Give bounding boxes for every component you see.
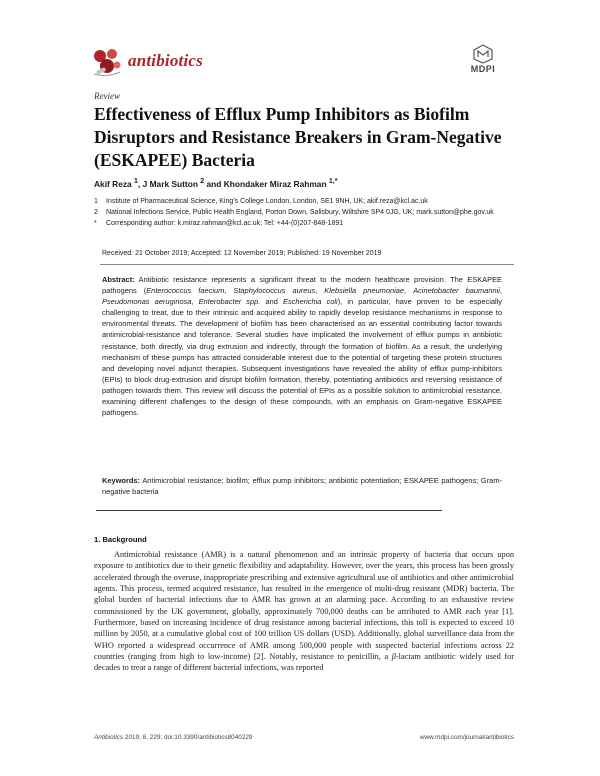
keywords-text: Antimicrobial resistance; biofilm; efflux pump inhibitors; antibiotic potentiation; ESKAPEE pathogens; Gram-negative bacteria	[102, 476, 502, 497]
mdpi-logo-icon	[472, 44, 494, 64]
page-footer	[94, 734, 514, 741]
affiliation-item	[94, 207, 514, 218]
antibiotics-logo-icon	[90, 44, 124, 78]
author-affiliation-mark: 1	[134, 178, 138, 185]
affiliation-item	[94, 218, 514, 229]
affiliation-text: Institute of Pharmaceutical Science, King’s College London, London, SE1 9NH, UK; akif.reza@kcl.ac.uk	[106, 198, 428, 205]
article-type: Review	[94, 91, 120, 101]
affiliation-text: National Infections Service, Public Health England, Porton Down, Salisbury, Wiltshire SP4 0JG, UK; mark.sutton@phe.gov.uk	[106, 209, 494, 216]
author-list: Akif Reza $^1$, J Mark Sutton $^2$ and Khondaker Miraz Rahman $^{1,*}$	[94, 178, 338, 189]
body-text: -lactam antibiotic widely used for decades to treat a range of different bacterial infections, was reported	[94, 652, 514, 673]
citation	[94, 734, 253, 741]
journal-url[interactable]: www.mdpi.com/journal/antibiotics	[419, 734, 514, 741]
species-name: Enterococcus faecium	[146, 286, 225, 296]
keywords	[102, 475, 502, 497]
publisher-logo[interactable]	[464, 44, 502, 74]
journal-name: antibiotics	[128, 51, 203, 70]
article-title: Effectiveness of Efflux Pump Inhibitors as Biofilm Disruptors and Resistance Breakers in Gram-Negative (ESKAPEE) Bacteria	[94, 104, 502, 170]
species-name: Pseudomonas aeruginosa	[102, 297, 192, 307]
affiliation-mark: 2	[94, 209, 98, 216]
abstract-text: Antibiotic resistance represents a significant threat to the modern healthcare provision. The ESKAPEE pathogens (	[102, 275, 502, 296]
journal-logo[interactable]	[90, 44, 203, 78]
abstract-text: ), in particular, have proven to be especially challenging to treat, due to their intrinsic and acquired ability to rapidly develop resistance mechanisms in response to environmental threats. The development of biofilm has been characterised as an essential contributing factor towards antimicrobial-resistance and tolerance. Several studies have implicated the involvement of efflux pumps in antibiotic resistance, both directly, via drug extrusion and indirectly, through the formation of biofilm. As a result, the underlying mechanism of these pumps has attracted considerable interest due to the potential of targeting these protein structures and developing novel adjunct therapies. Subsequent investigations have revealed the ability of efflux pump-inhibitors (EPIs) to block drug-extrusion and disrupt biofilm formation, thereby, potentiating antibiotics and reversing resistance of pathogen towards them. This review will discuss the potential of EPIs as a possible solution to antimicrobial resistance, examining different challenges to the design of these compounds, with an emphasis on Gram-negative ESKAPEE pathogens.	[102, 297, 503, 418]
affiliations	[94, 196, 514, 229]
body-text: Antimicrobial resistance (AMR) is a natural phenomenon and an intrinsic property of bacteria that occurs upon exposure to antibiotics due to their genetic flexibility and adaptability. However, over the years, this process has been grossly accelerated through the overuse, inappropriate prescribing and extensive agricultural use of antibiotics and other antimicrobial agents. This process, termed acquired resistance, has resulted in the emergence of multi-drug resistant (MDR) bacteria. The global burden of bacterial infections due to AMR has grown at an alarming pace. According to an exhaustive review commissioned by the UK government, globally, approximately 700,000 deaths can be attributed to AMR each year [1]. Furthermore, based on increasing incidence of drug resistance among bacterial infections, this toll is expected to exceed 10 million by 2050, at a cumulative global cost of 100 trillion US dollars (USD). Additionally, global surveillance data from the WHO reported a widespread occurrence of AMR among 500,000 people with suspected bacterial infections across 22 countries (ranging from high to low-income) [2]. Notably, resistance to penicillin, a	[94, 550, 514, 662]
species-name: Escherichia coli	[283, 297, 338, 307]
author-affiliation-mark: 1,*	[328, 178, 338, 185]
divider	[100, 264, 514, 265]
section-heading: 1. Background	[94, 535, 147, 544]
publication-dates: Received: 21 October 2019; Accepted: 12 November 2019; Published: 19 November 2019	[102, 250, 382, 257]
species-name: Acinetobacter baumannii	[413, 286, 500, 296]
affiliation-mark: 1	[94, 198, 98, 205]
body-paragraph	[94, 549, 514, 674]
affiliation-item	[94, 196, 514, 207]
author-name[interactable]: Akif Reza	[94, 178, 132, 189]
species-name: Enterobacter spp.	[198, 297, 261, 307]
affiliation-text: Corresponding author: k.miraz.rahman@kcl.ac.uk; Tel: +44-(0)207-848-1891	[106, 220, 344, 227]
footer-journal: Antibiotics	[94, 734, 124, 741]
abstract: Abstract: Antibiotic resistance represents a significant threat to the modern healthcare provision. The ESKAPEE pathogens (Enterococcus faecium, Staphylococcus aureus, Klebsiella pneumoniae, Acinetobacter baumannii, Pseudomonas aeruginosa, Enterobacter spp. and Escherichia coli), in particular, have proven to be especially challenging to treat, due to their intrinsic and acquired ability to rapidly develop resistance mechanisms in response to environmental threats. The development of biofilm has been characterised as an essential contributing factor towards antimicrobial-resistance and tolerance. Several studies have implicated the involvement of efflux pumps in antibiotic resistance, both directly, via drug extrusion and indirectly, through the formation of biofilm. As a result, the underlying mechanism of these pumps has attracted considerable interest due to the potential of targeting these protein structures and developing novel adjunct therapies. Subsequent investigations have revealed the ability of efflux pump-inhibitors (EPIs) to block drug-extrusion and disrupt biofilm formation, thereby, potentiating antibiotics and reversing resistance of pathogen towards them. This review will discuss the potential of EPIs as a possible solution to antimicrobial resistance, examining different challenges to the design of these compounds, with an emphasis on Gram-negative ESKAPEE pathogens.	[102, 275, 503, 418]
author-affiliation-mark: 2	[200, 178, 205, 185]
section-divider	[96, 510, 442, 511]
abstract-label: Abstract:	[102, 275, 135, 284]
beta-symbol: β	[391, 652, 396, 662]
author-name[interactable]: Khondaker Miraz Rahman	[223, 178, 327, 189]
species-name: Klebsiella pneumoniae	[324, 286, 405, 296]
species-name: Staphylococcus aureus	[233, 286, 316, 296]
keywords-label: Keywords:	[102, 476, 141, 485]
affiliation-mark: *	[94, 220, 97, 227]
footer-citation: 2019, 8, 229; doi:10.3390/antibiotics8040229	[124, 734, 253, 741]
author-name[interactable]: J Mark Sutton	[142, 178, 198, 189]
publisher-name: MDPI	[470, 64, 496, 74]
journal-header	[90, 44, 502, 84]
